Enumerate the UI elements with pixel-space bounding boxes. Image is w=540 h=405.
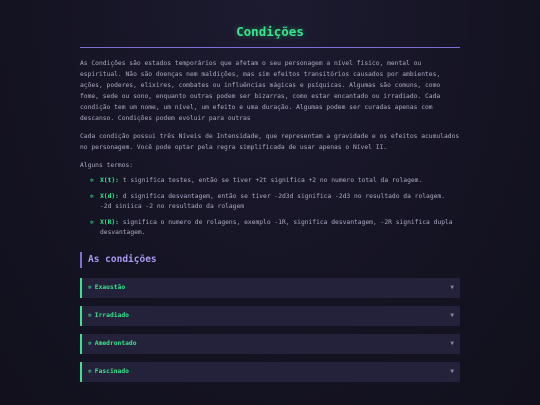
term-item-rolls <box>90 218 460 239</box>
accordion-label <box>88 278 125 298</box>
star-icon: ✲ <box>88 311 92 319</box>
accordion-item-amedrontado[interactable] <box>80 334 460 354</box>
term-item-tests <box>90 176 460 187</box>
section-heading-conditions: As condições <box>80 252 460 268</box>
star-icon: ✲ <box>88 339 92 347</box>
main-content <box>80 0 460 390</box>
star-icon: ✲ <box>88 283 92 291</box>
accordion-item-fascinado[interactable] <box>80 362 460 382</box>
term-item-disadvantage <box>90 192 460 213</box>
accordion-label <box>88 334 137 354</box>
intro-paragraph-2: Cada condição possui três Níveis de Intensidade, que representam a gravidade e os efeitos acumulados no personagem. Você pode optar pela regra simplificada de usar apenas o Nível II. <box>80 133 460 151</box>
star-icon: ✲ <box>90 218 94 226</box>
page-title: Condições <box>236 24 304 39</box>
term-description: significa o numero de rolagens, exemplo -1R, significa desvantagem, -2R significa dupla desvantagem. <box>100 218 453 236</box>
accordion-label <box>88 306 129 326</box>
title-divider <box>80 47 460 48</box>
accordion-label-text: Exaustão <box>94 283 126 291</box>
star-icon: ✲ <box>90 177 94 184</box>
term-label: X(R): <box>100 218 119 226</box>
accordion-label-text: Amedrontado <box>94 339 137 347</box>
terms-list <box>80 176 460 239</box>
term-description: t significa testes, então se tiver +2t significa +2 no numero total da rolagem. <box>118 177 423 184</box>
term-label: X(t): <box>100 177 119 184</box>
star-icon: ✲ <box>88 367 92 375</box>
accordion-item-irradiado[interactable] <box>80 306 460 326</box>
chevron-down-icon[interactable]: ▼ <box>450 339 454 347</box>
terms-intro: Alguns termos: <box>80 162 134 169</box>
accordion-label <box>88 362 129 382</box>
chevron-down-icon[interactable]: ▼ <box>450 367 454 375</box>
term-label: X(d): <box>100 192 119 200</box>
chevron-down-icon[interactable]: ▼ <box>450 311 454 319</box>
intro-paragraph-1: As Condições são estados temporários que afetam o seu personagem a nível físico, mental ou espiritual. Não são doenças nem maldições, mas sim efeitos transitórios causados por ambientes, ações, poderes, elixires, combates ou influências mágicas e psíquicas. Algumas são comuns, como fome, sede ou sono, enquanto outras podem ser bizarras, como estar encantado ou irradiado. Cada condição tem um nome, um nível, um efeito e uma duração. Algumas podem ser curadas apenas com descanso. Condições podem evoluir para outras <box>80 60 441 122</box>
term-description: d significa desvantagem, então se tiver -2d3d significa -2d3 no resultado da rolagem. -2d siniica -2 no resultado da rolagem <box>100 192 445 210</box>
star-icon: ✲ <box>90 192 94 200</box>
accordion-label-text: Fascinado <box>94 367 129 375</box>
conditions-accordion <box>80 278 460 382</box>
chevron-down-icon[interactable]: ▼ <box>450 283 454 291</box>
accordion-label-text: Irradiado <box>94 311 129 319</box>
accordion-item-exaustao[interactable] <box>80 278 460 298</box>
